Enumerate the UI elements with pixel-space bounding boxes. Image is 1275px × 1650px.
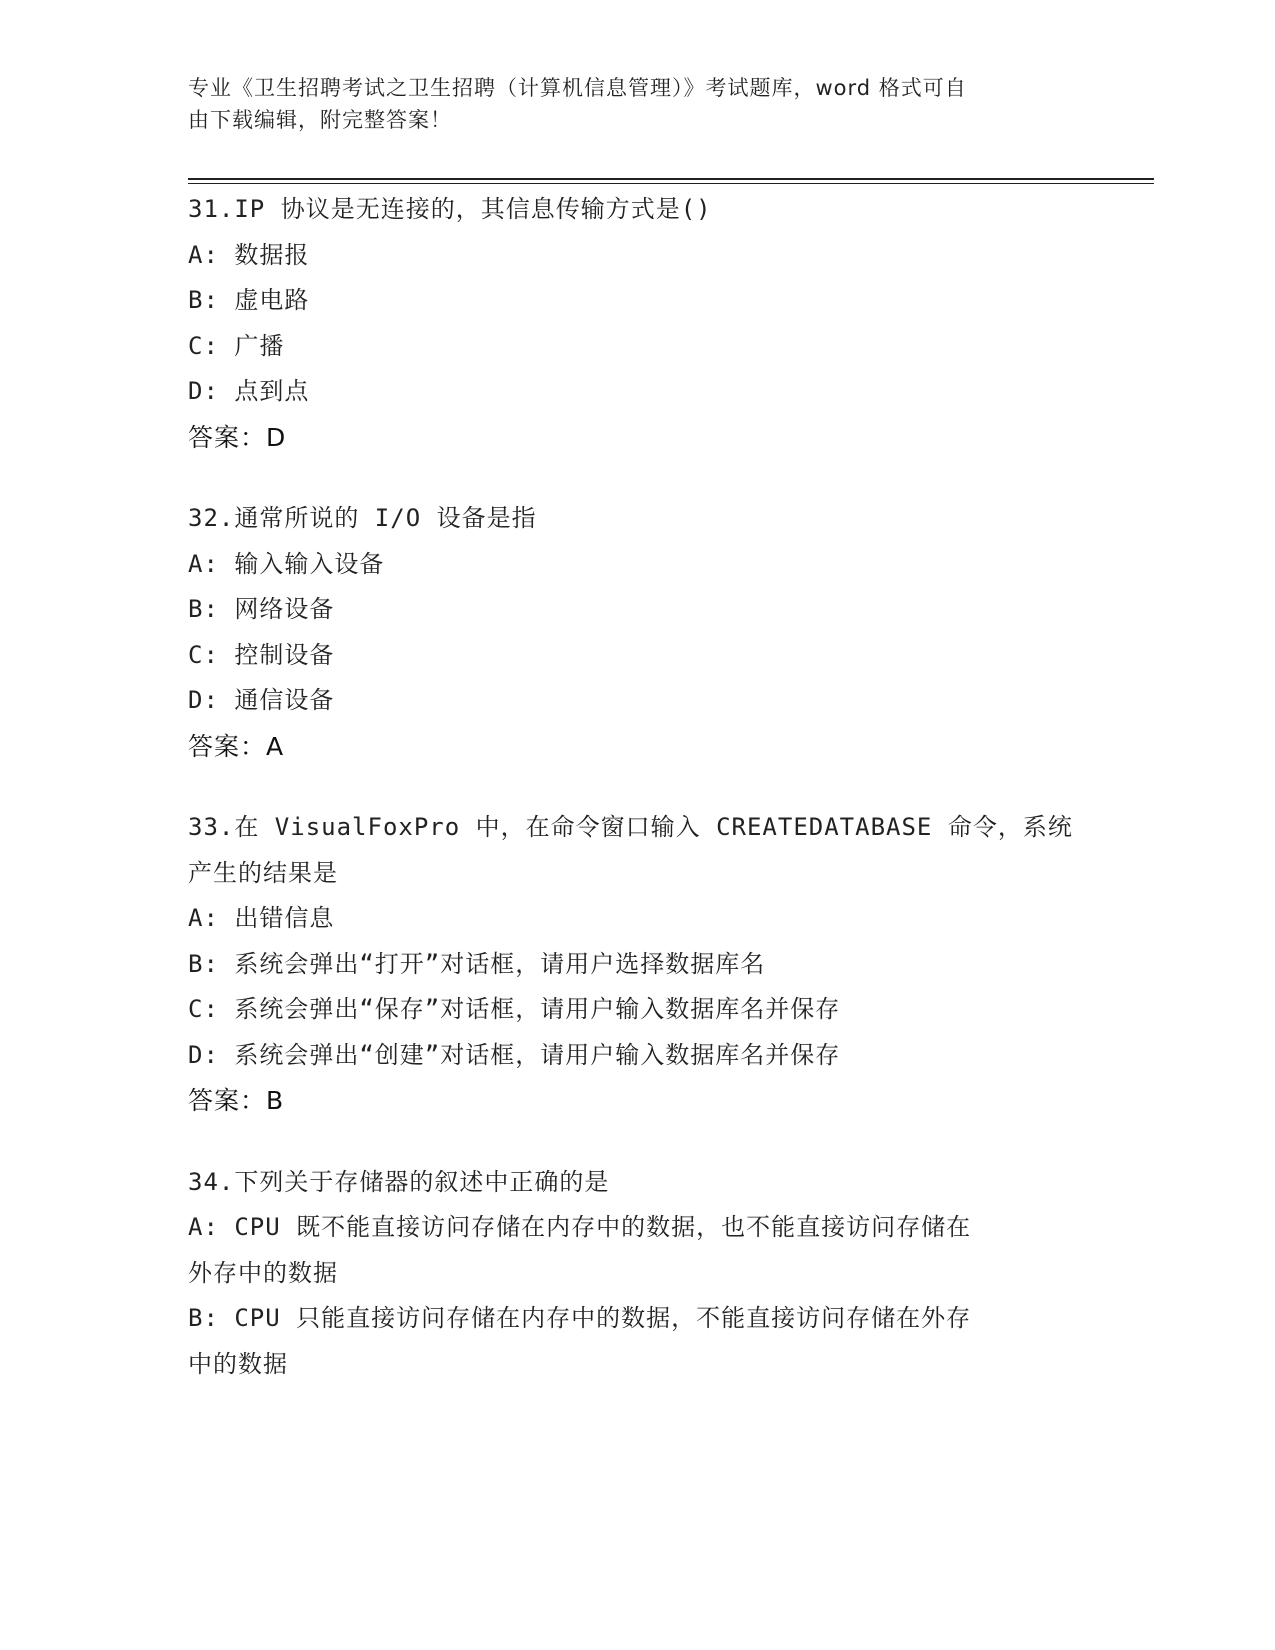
question-stem: 34.下列关于存储器的叙述中正确的是 bbox=[188, 1167, 610, 1196]
question-stem: 31.IP 协议是无连接的，其信息传输方式是() bbox=[188, 195, 712, 223]
option-d: D: 点到点 bbox=[188, 377, 310, 405]
answer-label: 答案：B bbox=[188, 1086, 285, 1115]
option-a: A: CPU 既不能直接访问存储在内存中的数据，也不能直接访问存储在 bbox=[188, 1213, 972, 1241]
option-b: B: 系统会弹出“打开”对话框，请用户选择数据库名 bbox=[188, 949, 766, 978]
question-stem-continued: 产生的结果是 bbox=[188, 858, 338, 887]
option-c: C: 控制设备 bbox=[188, 640, 335, 669]
question-31 bbox=[188, 187, 1088, 460]
header-line-2: 由下载编辑，附完整答案！ bbox=[188, 108, 452, 132]
question-list bbox=[188, 187, 1088, 1423]
answer-label: 答案：D bbox=[188, 422, 287, 452]
header-line-1: 专业《卫生招聘考试之卫生招聘（计算机信息管理）》考试题库，word 格式可自 bbox=[188, 76, 967, 100]
option-b: B: CPU 只能直接访问存储在内存中的数据，不能直接访问存储在外存 bbox=[188, 1304, 972, 1332]
option-d: D: 系统会弹出“创建”对话框，请用户输入数据库名并保存 bbox=[188, 1040, 841, 1069]
question-32 bbox=[188, 496, 1088, 769]
option-d: D: 通信设备 bbox=[188, 686, 335, 714]
option-a: A: 数据报 bbox=[188, 240, 310, 269]
option-c: C: 系统会弹出“保存”对话框，请用户输入数据库名并保存 bbox=[188, 995, 841, 1023]
option-a-continued: 外存中的数据 bbox=[188, 1258, 338, 1287]
option-c: C: 广播 bbox=[188, 331, 285, 360]
question-34 bbox=[188, 1160, 1088, 1388]
question-33 bbox=[188, 805, 1088, 1124]
option-b: B: 虚电路 bbox=[188, 286, 310, 314]
option-a: A: 出错信息 bbox=[188, 904, 335, 932]
option-b-continued: 中的数据 bbox=[188, 1349, 288, 1378]
answer-label: 答案：A bbox=[188, 731, 285, 761]
option-b: B: 网络设备 bbox=[188, 595, 335, 623]
header-divider-thin bbox=[188, 183, 1154, 184]
header-divider-thick bbox=[188, 178, 1154, 180]
question-stem: 33.在 VisualFoxPro 中，在命令窗口输入 CREATEDATABASE 命令，系统 bbox=[188, 813, 1073, 841]
question-stem: 32.通常所说的 I/O 设备是指 bbox=[188, 504, 537, 532]
option-a: A: 输入输入设备 bbox=[188, 549, 385, 578]
document-header bbox=[188, 72, 1078, 136]
